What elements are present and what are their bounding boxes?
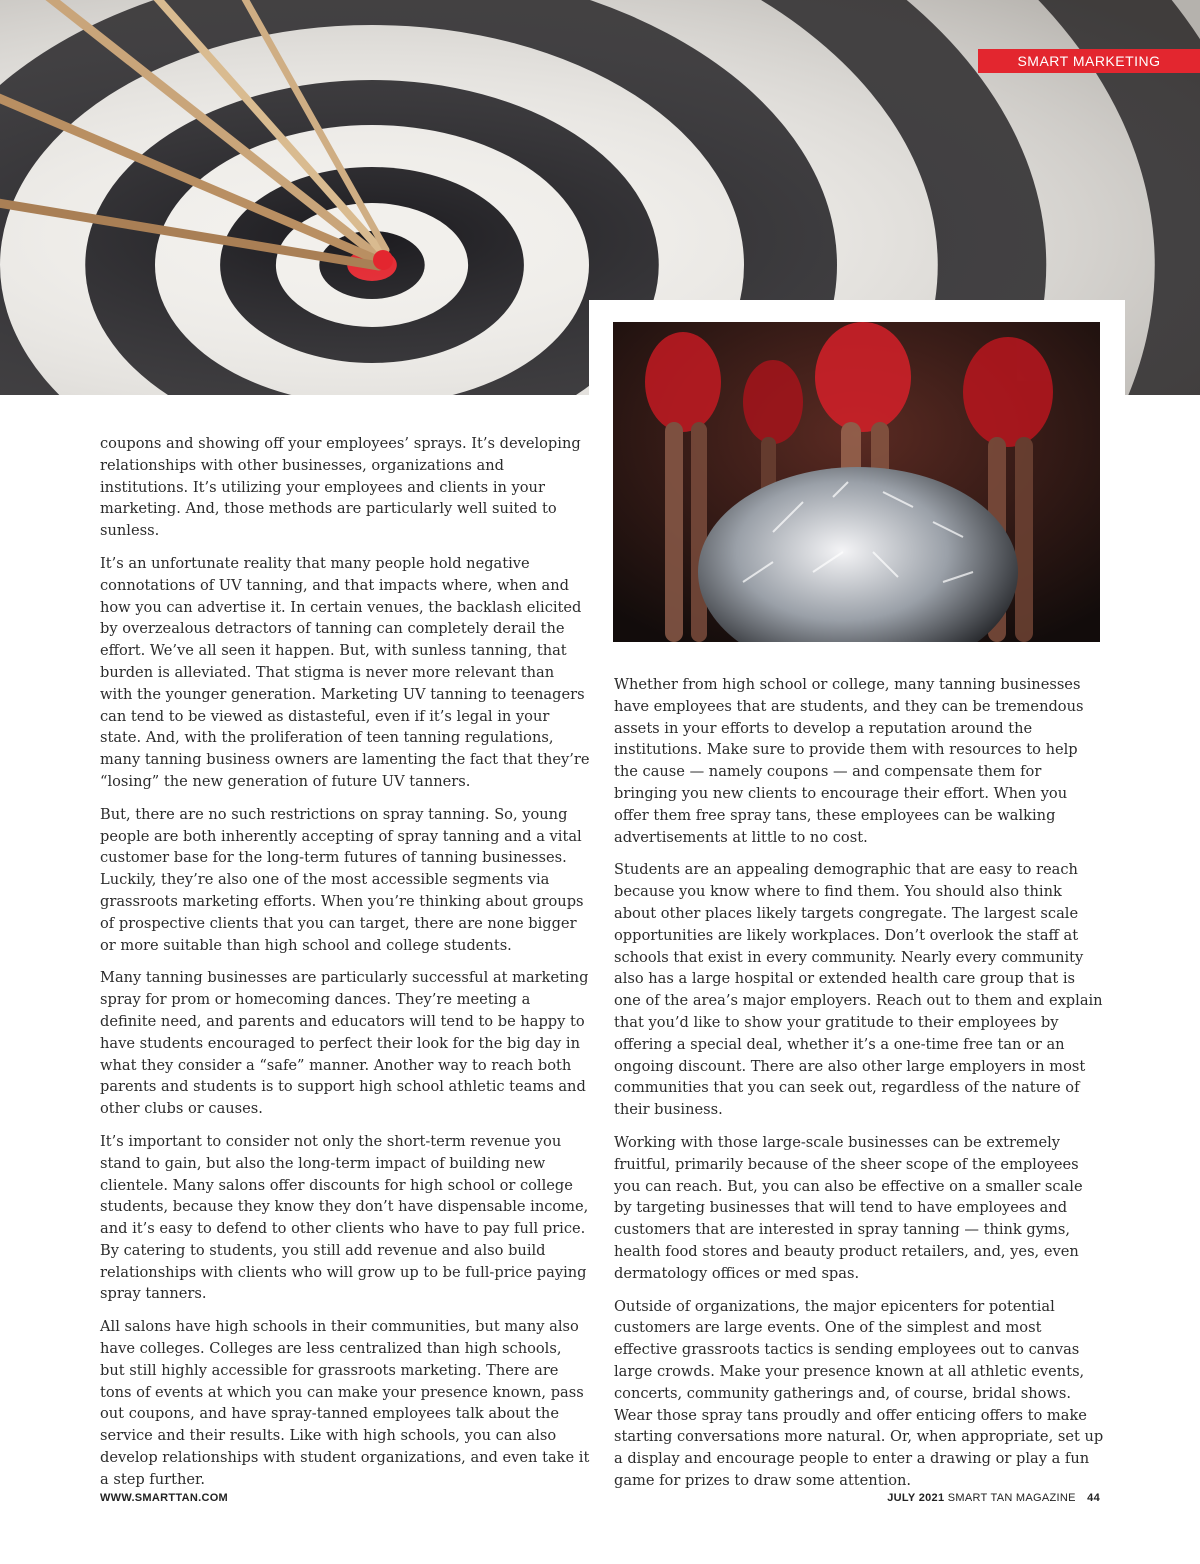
footer-website: WWW.SMARTTAN.COM: [100, 1492, 229, 1504]
article-right-column: [614, 674, 1104, 1503]
section-tag: SMART MARKETING: [978, 49, 1200, 73]
paragraph: It’s an unfortunate reality that many people hold negative connotations of UV tanning, and that impacts where, when and how you can advertise it. In certain venues, the backlash elicited by overzealous detractors of tanning can completely derail the effort. We’ve all seen it happen. But, with sunless tanning, that burden is alleviated. That stigma is never more relevant than with the younger generation. Marketing UV tanning to teenagers can tend to be viewed as distasteful, even if it’s legal in your state. And, with the proliferation of teen tanning regulations, many tanning business owners are lamenting the fact that they’re “losing” the new generation of future UV tanners.: [100, 554, 590, 790]
paragraph: Students are an appealing demographic that are easy to reach because you know where to find them. You should also think about other places likely targets congregate. The largest scale opportunities are likely workplaces. Don’t overlook the staff at schools that exist in every community. Nearly every community also has a large hospital or extended health care group that is one of the area’s major employers. Reach out to them and explain that you’d like to show your gratitude to their employees by offering a special deal, whether it’s a one-time free tan or an ongoing discount. There are also other large employers in most communities that you can seek out, regardless of the nature of their business.: [614, 861, 1103, 1119]
footer-issue-date: JULY 2021: [887, 1492, 945, 1504]
footer-issue-info: [887, 1492, 1100, 1504]
paragraph: coupons and showing off your employees’ sprays. It’s developing relationships with other businesses, organizations and institutions. It’s utilizing your employees and clients in your marketing. And, those methods are particularly well suited to sunless.: [100, 435, 581, 540]
paragraph: All salons have high schools in their communities, but many also have colleges. Colleges are less centralized than high schools, but still highly accessible for grassroots marketing. There are tons of events at which you can make your presence known, pass out coupons, and have spray-tanned employees talk about the service and their results. Like with high schools, you can also develop relationships with student organizations, and even take it a step further.: [100, 1318, 590, 1488]
paragraph: Working with those large-scale businesses can be extremely fruitful, primarily because of the sheer scope of the employees you can reach. But, you can also be effective on a smaller scale by targeting businesses that will tend to have employees and customers that are interested in spray tanning — think gyms, health food stores and beauty product retailers, and, yes, even dermatology offices or med spas.: [614, 1133, 1083, 1282]
paragraph: Many tanning businesses are particularly successful at marketing spray for prom or homecoming dances. They’re meeting a definite need, and parents and educators will tend to be happy to have students encouraged to perfect their look for the big day in what they consider a “safe” manner. Another way to reach both parents and students is to support high school athletic teams and other clubs or causes.: [100, 969, 589, 1118]
paragraph: But, there are no such restrictions on spray tanning. So, young people are both inherently accepting of spray tanning and a vital customer base for the long-term futures of tanning businesses. Luckily, they’re also one of the most accessible segments via grassroots marketing efforts. When you’re thinking about groups of prospective clients that you can target, there are none bigger or more suitable than high school and college students.: [100, 805, 584, 954]
article-left-column: [100, 433, 590, 1502]
footer-magazine-name: SMART TAN MAGAZINE: [947, 1492, 1076, 1504]
page-number: 44: [1087, 1492, 1100, 1504]
paragraph: It’s important to consider not only the short-term revenue you stand to gain, but also the long-term impact of building new clientele. Many salons offer discounts for high school or college students, because they know they don’t have dispensable income, and it’s easy to defend to other clients who have to pay full price. By catering to students, you still add revenue and also build relationships with clients who will grow up to be full-price paying spray tanners.: [100, 1132, 589, 1303]
paragraph: Outside of organizations, the major epicenters for potential customers are large events. One of the simplest and most effective grassroots tactics is sending employees out to canvas large crowds. Make your presence known at all athletic events, concerts, community gatherings and, of course, bridal shows. Wear those spray tans proudly and offer enticing offers to make starting conversations more natural. Or, when appropriate, set up a display and encourage people to enter a drawing or play a fun game for prizes to draw some attention.: [614, 1297, 1104, 1489]
cheerleaders-pompom-image: [613, 322, 1100, 642]
pompom-photo-icon: [613, 322, 1100, 642]
paragraph: Whether from high school or college, many tanning businesses have employees that are students, and they can be tremendous assets in your efforts to develop a reputation around the institutions. Make sure to provide them with resources to help the cause — namely coupons — and compensate them for bringing you new clients to encourage their effort. When you offer them free spray tans, these employees can be walking advertisements at little to no cost.: [614, 676, 1084, 846]
